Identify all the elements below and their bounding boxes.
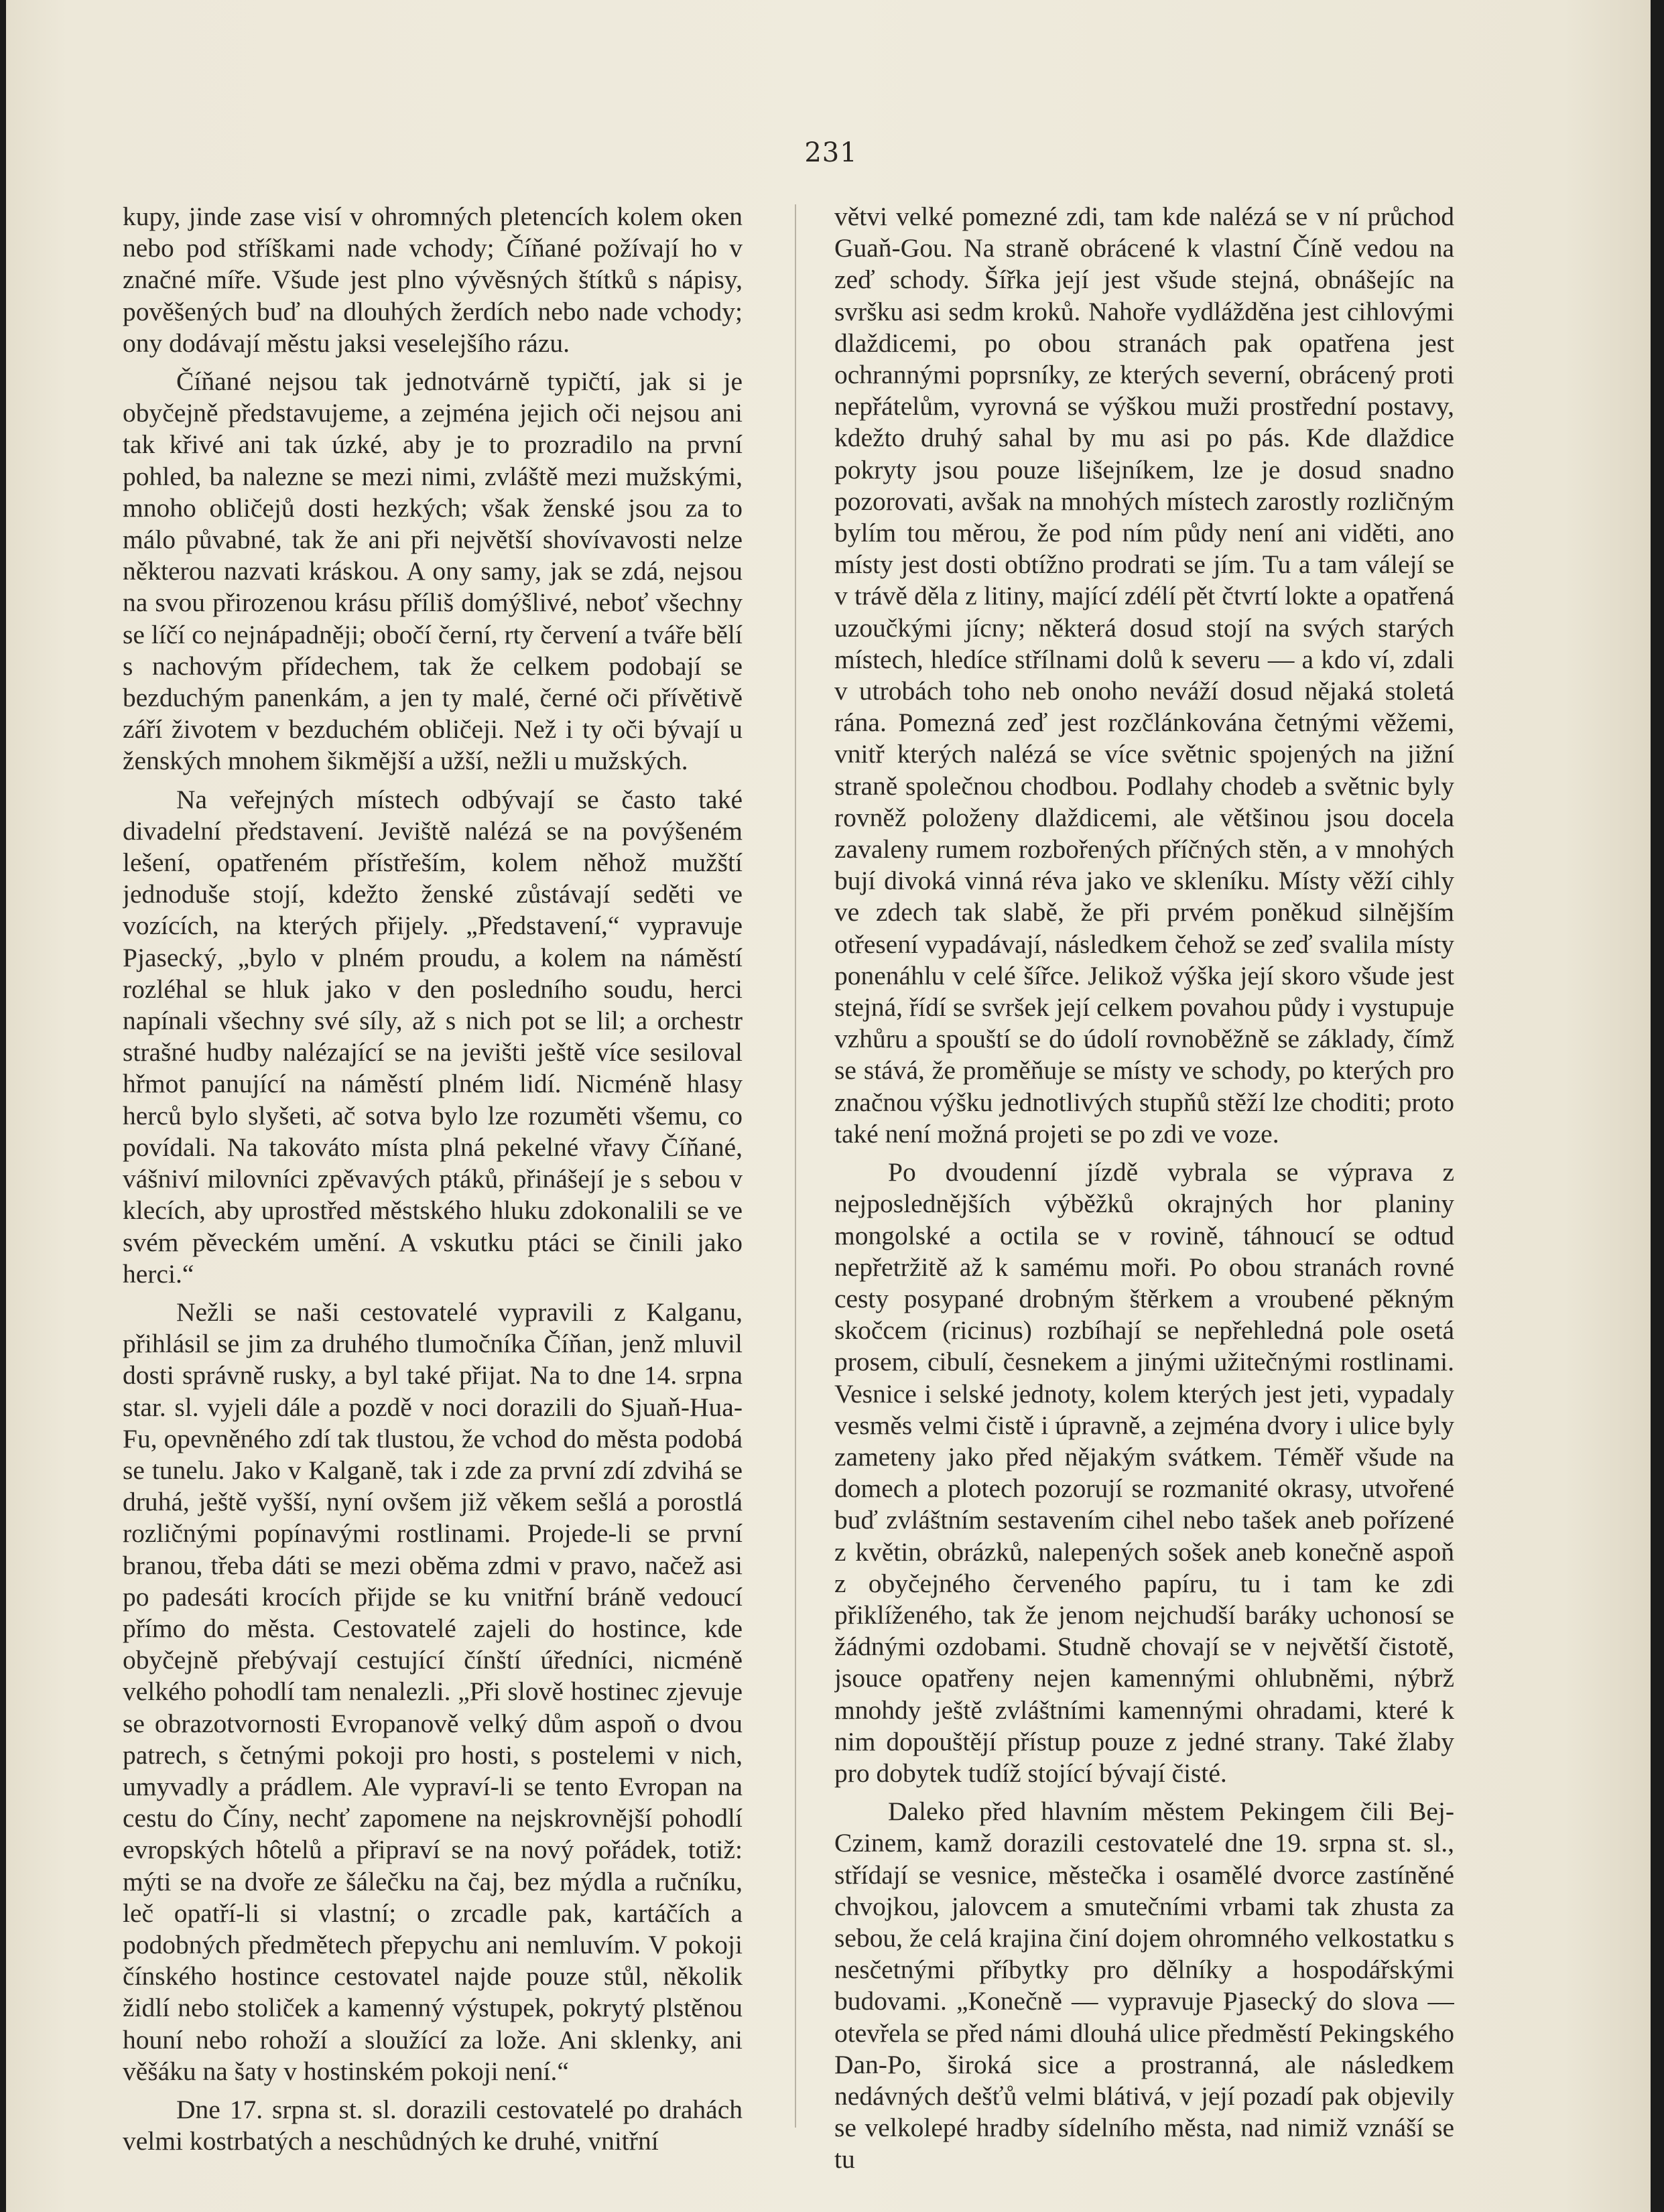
- paragraph: větvi velké pomezné zdi, tam kde nalézá se v ní průchod Guaň-Gou. Na straně obrácené k vlastní Číně vedou na zeď schody. Šířka její jest všude stejná, obnášejíc na svršku asi sedm kroků. Nahoře vydlážděna jest cihlovými dlaždicemi, po obou stranách pak opatřena jest ochrannými poprsníky, ze kterých severní, obrácený proti nepřátelům, vyrovná se výškou muži prostřední postavy, kdežto druhý sahal by mu asi po pás. Kde dlaždice pokryty jsou pouze lišejníkem, lze je dosud snadno pozorovati, avšak na mnohých místech zarostly rozličným bylím tou měrou, že pod ním půdy není ani viděti, ano místy jest dosti obtížno prodrati se jím. Tu a tam válejí se v trávě děla z litiny, mající zdélí pět čtvrtí lokte a opatřená uzoučkými jícny; některá dosud stojí na svých starých místech, hledíce střílnami dolů k severu — a kdo ví, zdali v utrobách toho neb onoho neváží dosud nějaká stoletá rána. Pomezná zeď jest rozčlánkována četnými věžemi, vnitř kterých nalézá se více světnic spojených na jižní straně společnou chodbou. Podlahy chodeb a světnic byly rovněž položeny dlaždicemi, ale většinou jsou docela zavaleny rumem rozbořených příčných stěn, a v mnohých bují divoká vinná réva jako ve skleníku. Místy věží cihly ve zdech tak slabě, že při prvém poněkud silnějším otřesení vypadávají, následkem čehož se zeď svalila místy ponenáhlu v celé šířce. Jelikož výška její skoro všude jest stejná, řídí se svršek její celkem povahou půdy i vystupuje vzhůru a spouští se do údolí rovnoběžně se základy, čímž se stává, že proměňuje se místy ve schody, po kterých pro značnou výšku jednotlivých stupňů stěží lze choditi; proto také není možná projeti se po zdi ve voze.: [834, 202, 1454, 1149]
- page-number: 231: [804, 137, 858, 168]
- scan-edge-left: [0, 0, 6, 2212]
- right-column: [834, 201, 1454, 2185]
- paragraph: Po dvoudenní jízdě vybrala se výprava z nejposlednějších výběžků okrajných hor planiny mongolské a octila se v rovině, táhnoucí se odtud nepřetržitě až k samému moři. Po obou stranách rovné cesty posypané drobným štěrkem a vroubené pěkným skočcem (ricinus) rozbíhají se nepřehledná pole osetá prosem, cibulí, česnekem a jinými užitečnými rostlinami. Vesnice i selské jednoty, kolem kterých jest jeti, vypadaly vesměs velmi čistě i úpravně, a zejména dvory i ulice byly zameteny jako před nějakým svátkem. Téměř všude na domech a plotech pozorují se rozmanité okrasy, utvořené buď zvláštním sestavením cihel nebo tašek aneb pořízené z květin, obrázků, nalepených sošek aneb konečně aspoň z obyčejného červeného papíru, tu i tam ke zdi přiklíženého, tak že jenom nejchudší baráky uchonosí se žádnými ozdobami. Studně chovají se v největší čistotě, jsouce opatřeny nejen kamennými ohlubněmi, nýbrž mnohdy ještě zvláštními kamennými ohradami, které k nim dopouštějí přístup pouze z jedné strany. Také žlaby pro dobytek tudíž stojící bývají čisté.: [834, 1157, 1454, 1788]
- paragraph: Nežli se naši cestovatelé vypravili z Kalganu, přihlásil se jim za druhého tlumočníka Číňan, jenž mluvil dosti správně rusky, a byl také přijat. Na to dne 14. srpna star. sl. vyjeli dále a pozdě v noci dorazili do Sjuaň-Hua-Fu, opevněného zdí tak tlustou, že vchod do města podobá se tunelu. Jako v Kalganě, tak i zde za první zdí zdvihá se druhá, ještě vyšší, nyní ovšem již věkem sešlá a porostlá rozličnými popínavými rostlinami. Projede-li se první branou, třeba dáti se mezi oběma zdmi v pravo, načež asi po padesáti krocích přijde se ku vnitřní bráně vedoucí přímo do města. Cestovatelé zajeli do hostince, kde obyčejně přebývají cestující čínští úředníci, nicméně velkého pohodlí tam nenalezli. „Při slově hostinec zjevuje se obrazotvornosti Evropanově velký dům aspoň o dvou patrech, s četnými pokoji pro hosti, s postelemi v nich, umyvadly a prádlem. Ale vypraví-li se tento Evropan na cestu do Číny, nechť zapomene na nejskrovnější pohodlí evropských hôtelů a připraví se na nový pořádek, totiž: mýti se na dvoře ze šálečku na čaj, bez mýdla a ručníku, leč opatří-li si vlastní; o zrcadle pak, kartáčích a podobných předmětech přepychu ani nemluvím. V pokoji čínského hostince cestovatel najde pouze stůl, několik židlí nebo stoliček a kamenný výstupek, pokrytý plstěnou houní nebo rohoží a sloužící za lože. Ani sklenky, ani věšáku na šaty v hostinském pokoji není.“: [123, 1297, 743, 2086]
- paragraph: kupy, jinde zase visí v ohromných pletencích kolem oken nebo pod stříškami nade vchody; Číňané požívají ho v značné míře. Všude jest plno vývěsných štítků s nápisy, pověšených buď na dlouhých žerdích nebo nade vchody; ony dodávají městu jaksi veselejšího rázu.: [123, 202, 743, 358]
- paragraph: Na veřejných místech odbývají se často také divadelní představení. Jeviště nalézá se na povýšeném lešení, opatřeném přístřeším, kolem něhož mužští jednoduše stojí, kdežto ženské zůstávají seděti ve vozících, na kterých přijely. „Představení,“ vypravuje Pjasecký, „bylo v plném proudu, a kolem na náměstí rozléhal se hluk jako v den posledního soudu, herci napínali všechny své síly, až s nich pot se lil; a orchestr strašné hudby nalézající se na jevišti ještě více sesiloval hřmot panující na náměstí plném lidí. Nicméně hlasy herců bylo slyšeti, ač sotva bylo lze rozuměti všemu, co povídali. Na takováto místa plná pekelné vřavy Číňané, vášniví milovníci zpěvavých ptáků, přinášejí je s sebou v klecích, aby uprostřed městského hluku zdokonalili se ve svém pěveckém umění. A vskutku ptáci se činili jako herci.“: [123, 784, 743, 1289]
- paragraph: Daleko před hlavním městem Pekingem čili Bej-Czinem, kamž dorazili cestovatelé dne 19. srpna st. sl., střídají se vesnice, městečka i osamělé dvorce zastíněné chvojkou, jalovcem a smutečními vrbami tak zhusta za sebou, že celá krajina činí dojem ohromného velkostatku s nesčetnými příbytky pro dělníky a hospodářskými budovami. „Konečně — vypravuje Pjasecký do slova — otevřela se před námi dlouhá ulice předměstí Pekingského Dan-Po, široká sice a prostranná, ale následkem nedávných dešťů velmi blátivá, v její pozadí pak objevily se velkolepé hradby sídelního města, nad nimiž vznáší se tu: [834, 1797, 1454, 2174]
- paragraph: Dne 17. srpna st. sl. dorazili cestovatelé po drahách velmi kostrbatých a neschůdných ke druhé, vnitřní: [123, 2094, 743, 2156]
- paragraph: Číňané nejsou tak jednotvárně typičtí, jak si je obyčejně představujeme, a zejména jejich oči nejsou ani tak křivé ani tak úzké, aby je to prozradilo na první pohled, ba nalezne se mezi nimi, zvláště mezi mužskými, mnoho obličejů dosti hezkých; však ženské jsou za to málo půvabné, tak že ani při největší shovívavosti nelze některou nazvati kráskou. A ony samy, jak se zdá, nejsou na svou přirozenou krásu příliš domýšlivé, neboť všechny se líčí co nejnápadněji; obočí černí, rty červení a tváře bělí s nachovým přídechem, tak že celkem podobají se bezduchým panenkám, a jen ty malé, černé oči přívětivě září životem v bezduchém obličeji. Než i ty oči bývají u ženských mnohem šikmější a užší, nežli u mužských.: [123, 367, 743, 776]
- column-divider: [795, 204, 796, 2128]
- left-column: [123, 201, 743, 2185]
- scan-edge-right: [1651, 0, 1664, 2212]
